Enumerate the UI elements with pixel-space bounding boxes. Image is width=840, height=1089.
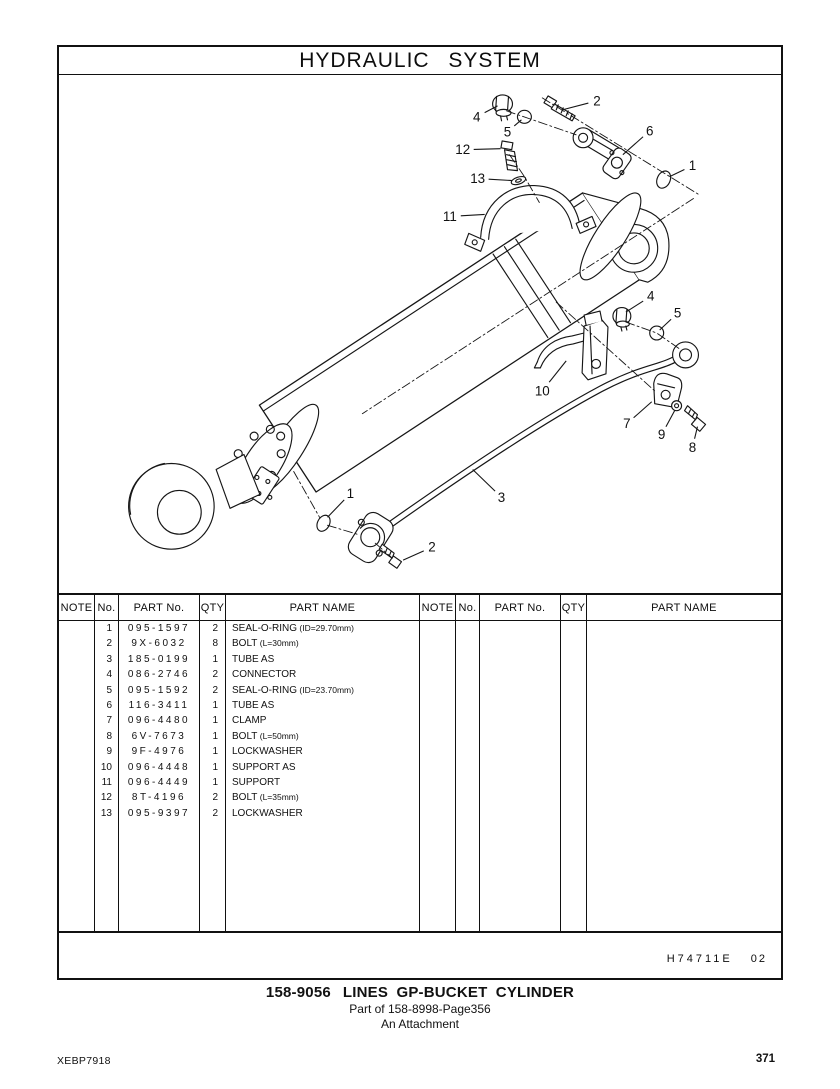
- filler-cell: [95, 821, 119, 931]
- filler-cell: [456, 821, 480, 931]
- tube3-flange: [345, 509, 396, 566]
- empty-cell: [456, 698, 480, 713]
- qty-cell: 2: [200, 621, 226, 636]
- callout-leader: [670, 170, 685, 177]
- column-header: NOTE: [420, 595, 456, 621]
- cylinder-barrel: [259, 193, 639, 492]
- note-cell: [59, 713, 95, 728]
- part-spec-text: (L=50mm): [257, 730, 299, 741]
- column-header: QTY: [200, 595, 226, 621]
- row-number: 4: [95, 667, 119, 682]
- empty-cell: [456, 713, 480, 728]
- callout-label: 3: [497, 489, 506, 505]
- empty-cell: [561, 621, 587, 636]
- empty-cell: [420, 729, 456, 744]
- part-name-text: TUBE AS: [232, 653, 275, 665]
- empty-cell: [561, 683, 587, 698]
- empty-cell: [480, 790, 561, 805]
- callout-label: 9: [657, 427, 666, 443]
- column-header: NOTE: [59, 595, 95, 621]
- callout-label: 4: [646, 288, 655, 304]
- empty-cell: [480, 652, 561, 667]
- empty-cell: [420, 621, 456, 636]
- empty-cell: [587, 790, 781, 805]
- row-number: 7: [95, 713, 119, 728]
- callout-leader: [634, 402, 652, 418]
- row-number: 3: [95, 652, 119, 667]
- empty-cell: [420, 775, 456, 790]
- empty-cell: [480, 698, 561, 713]
- callout-label: 12: [455, 142, 471, 158]
- callout-leader: [403, 551, 424, 560]
- part-name: [226, 667, 420, 682]
- row-number: 5: [95, 683, 119, 698]
- empty-cell: [480, 621, 561, 636]
- column-header: No.: [456, 595, 480, 621]
- qty-cell: 2: [200, 667, 226, 682]
- part-number: 096-4448: [119, 760, 200, 775]
- callout-leader: [514, 120, 521, 126]
- part-number: 9F-4976: [119, 744, 200, 759]
- empty-cell: [420, 713, 456, 728]
- empty-cell: [561, 698, 587, 713]
- empty-cell: [456, 683, 480, 698]
- part-name: [226, 713, 420, 728]
- note-cell: [59, 652, 95, 667]
- empty-cell: [587, 667, 781, 682]
- note-cell: [59, 790, 95, 805]
- callout-leader: [666, 411, 675, 427]
- part-name-text: SUPPORT AS: [232, 761, 296, 773]
- column-header: PART No.: [119, 595, 200, 621]
- empty-cell: [480, 683, 561, 698]
- empty-cell: [456, 790, 480, 805]
- empty-cell: [587, 729, 781, 744]
- empty-cell: [587, 775, 781, 790]
- column-header: PART NAME: [226, 595, 420, 621]
- empty-cell: [480, 775, 561, 790]
- note-cell: [59, 806, 95, 821]
- empty-cell: [561, 790, 587, 805]
- form-number: XEBP7918: [57, 1055, 111, 1067]
- part-number: 095-1597: [119, 621, 200, 636]
- callout-leader: [626, 301, 643, 312]
- empty-cell: [561, 744, 587, 759]
- empty-cell: [420, 667, 456, 682]
- callout-label: 4: [472, 109, 481, 125]
- page-title: HYDRAULIC SYSTEM: [299, 48, 541, 72]
- part-spec-text: (ID=23.70mm): [297, 684, 354, 695]
- empty-cell: [561, 729, 587, 744]
- parts-diagram: [59, 75, 781, 593]
- empty-cell: [561, 636, 587, 651]
- empty-cell: [480, 729, 561, 744]
- qty-cell: 1: [200, 775, 226, 790]
- empty-cell: [420, 744, 456, 759]
- row-number: 11: [95, 775, 119, 790]
- filler-cell: [561, 821, 587, 931]
- part-number: 116-3411: [119, 698, 200, 713]
- lockwasher-9: [672, 401, 682, 411]
- empty-cell: [456, 667, 480, 682]
- empty-cell: [561, 760, 587, 775]
- callout-leader: [474, 149, 501, 150]
- empty-cell: [587, 652, 781, 667]
- part-name: [226, 744, 420, 759]
- filler-cell: [119, 821, 200, 931]
- column-header: No.: [95, 595, 119, 621]
- empty-cell: [561, 652, 587, 667]
- callout-label: 2: [428, 539, 436, 555]
- row-number: 10: [95, 760, 119, 775]
- part-number: 8T-4196: [119, 790, 200, 805]
- empty-cell: [480, 806, 561, 821]
- part-number: 086-2746: [119, 667, 200, 682]
- filler-cell: [420, 821, 456, 931]
- callout-leader: [461, 214, 485, 215]
- part-name: [226, 698, 420, 713]
- callout-label: 6: [645, 123, 654, 139]
- callout-label: 7: [623, 416, 631, 432]
- filler-cell: [587, 821, 781, 931]
- part-name-text: CONNECTOR: [232, 669, 297, 681]
- bolt-8: [685, 406, 706, 432]
- part-name-text: SEAL-O-RING: [232, 623, 298, 634]
- empty-cell: [480, 760, 561, 775]
- row-number: 6: [95, 698, 119, 713]
- part-name: [226, 636, 420, 651]
- qty-cell: 2: [200, 683, 226, 698]
- empty-cell: [480, 713, 561, 728]
- callout-leader: [473, 469, 495, 491]
- part-name-text: SEAL-O-RING: [232, 684, 298, 696]
- qty-cell: 1: [200, 698, 226, 713]
- filler-cell: [200, 821, 226, 931]
- part-spec-text: (L=35mm): [257, 792, 299, 803]
- empty-cell: [420, 760, 456, 775]
- part-number: 096-4449: [119, 775, 200, 790]
- empty-cell: [587, 621, 781, 636]
- empty-cell: [561, 667, 587, 682]
- part-name: [226, 729, 420, 744]
- filler-cell: [59, 821, 95, 931]
- empty-cell: [480, 667, 561, 682]
- callout-label: 11: [442, 208, 457, 224]
- row-number: 12: [95, 790, 119, 805]
- qty-cell: 1: [200, 760, 226, 775]
- filler-cell: [480, 821, 561, 931]
- empty-cell: [587, 683, 781, 698]
- empty-cell: [456, 775, 480, 790]
- drawing-number: H74711E: [666, 953, 733, 965]
- part-name-text: TUBE AS: [232, 699, 275, 711]
- empty-cell: [420, 636, 456, 651]
- part-number: 095-1592: [119, 683, 200, 698]
- part-name-text: SUPPORT: [232, 776, 281, 788]
- empty-cell: [587, 713, 781, 728]
- empty-cell: [456, 729, 480, 744]
- column-header: PART No.: [480, 595, 561, 621]
- part-spec-text: (ID=29.70mm): [297, 623, 354, 633]
- empty-cell: [456, 621, 480, 636]
- callout-label: 5: [503, 124, 512, 140]
- qty-cell: 2: [200, 806, 226, 821]
- qty-cell: 1: [200, 713, 226, 728]
- empty-cell: [456, 636, 480, 651]
- caption-title: [57, 984, 783, 1001]
- part-name-text: LOCKWASHER: [232, 807, 303, 819]
- empty-cell: [587, 744, 781, 759]
- parts-table: [59, 593, 781, 933]
- part-name: [226, 760, 420, 775]
- note-cell: [59, 683, 95, 698]
- part-number: 095-9397: [119, 806, 200, 821]
- o-ring-1-bottom: [314, 513, 332, 534]
- part-name-text: BOLT: [232, 638, 258, 650]
- part-name: [226, 790, 420, 805]
- note-cell: [59, 621, 95, 636]
- caption-attachment-note: An Attachment: [380, 1017, 460, 1031]
- empty-cell: [420, 790, 456, 805]
- note-cell: [59, 775, 95, 790]
- part-name-text: BOLT: [232, 730, 258, 742]
- lockwasher-13: [510, 175, 526, 186]
- empty-cell: [420, 806, 456, 821]
- group-part-name: LINES GP-BUCKET CYLINDER: [342, 984, 575, 1001]
- empty-cell: [420, 683, 456, 698]
- row-number: 2: [95, 636, 119, 651]
- empty-cell: [480, 636, 561, 651]
- empty-cell: [420, 652, 456, 667]
- note-cell: [59, 744, 95, 759]
- caption-parent-ref: Part of 158-8998-Page356: [349, 1002, 491, 1016]
- empty-cell: [456, 760, 480, 775]
- part-name-text: LOCKWASHER: [232, 746, 303, 758]
- row-number: 8: [95, 729, 119, 744]
- diagram-area: [59, 75, 781, 593]
- callout-label: 2: [593, 93, 601, 109]
- empty-cell: [561, 806, 587, 821]
- callout-leader: [549, 361, 566, 382]
- callout-leader: [562, 103, 588, 110]
- note-cell: [59, 636, 95, 651]
- qty-cell: 2: [200, 790, 226, 805]
- empty-cell: [420, 698, 456, 713]
- callout-leader: [660, 319, 671, 330]
- row-number: 9: [95, 744, 119, 759]
- column-header: PART NAME: [587, 595, 781, 621]
- row-number: 13: [95, 806, 119, 821]
- note-cell: [59, 729, 95, 744]
- empty-cell: [587, 698, 781, 713]
- callout-label: 1: [688, 158, 697, 174]
- empty-cell: [480, 744, 561, 759]
- part-name: [226, 775, 420, 790]
- group-part-number: 158-9056: [265, 984, 331, 1001]
- empty-cell: [587, 636, 781, 651]
- qty-cell: 8: [200, 636, 226, 651]
- callout-leader: [623, 137, 643, 155]
- empty-cell: [456, 806, 480, 821]
- empty-cell: [561, 713, 587, 728]
- row-number: 1: [95, 621, 119, 636]
- part-number: 185-0199: [119, 652, 200, 667]
- callout-label: 5: [673, 305, 682, 321]
- o-ring-1-top: [654, 169, 673, 191]
- qty-cell: 1: [200, 744, 226, 759]
- empty-cell: [456, 652, 480, 667]
- callout-leader: [328, 500, 345, 517]
- part-name-text: CLAMP: [232, 715, 267, 727]
- part-spec-text: (L=30mm): [257, 638, 299, 649]
- page-frame: [57, 45, 783, 980]
- title-band: [59, 47, 781, 75]
- part-name: [226, 806, 420, 821]
- note-cell: [59, 698, 95, 713]
- empty-cell: [587, 806, 781, 821]
- drawing-revision: 02: [750, 953, 767, 965]
- qty-cell: 1: [200, 652, 226, 667]
- note-cell: [59, 760, 95, 775]
- callout-leader: [489, 179, 513, 180]
- bolt-12: [501, 141, 518, 171]
- empty-cell: [561, 775, 587, 790]
- cylinder-artwork: [129, 95, 706, 568]
- part-name: [226, 652, 420, 667]
- empty-cell: [456, 744, 480, 759]
- filler-cell: [226, 821, 420, 931]
- column-header: QTY: [561, 595, 587, 621]
- qty-cell: 1: [200, 729, 226, 744]
- part-name: [226, 683, 420, 698]
- part-number: 9X-6032: [119, 636, 200, 651]
- callout-label: 8: [688, 440, 697, 456]
- part-number: 096-4480: [119, 713, 200, 728]
- callout-label: 1: [346, 485, 355, 501]
- connector-4-top: [493, 95, 513, 121]
- page-number: 371: [755, 1053, 775, 1065]
- empty-cell: [587, 760, 781, 775]
- callout-label: 13: [470, 171, 486, 187]
- part-number: 6V-7673: [119, 729, 200, 744]
- note-cell: [59, 667, 95, 682]
- part-name-text: BOLT: [232, 792, 258, 804]
- part-name: [226, 621, 420, 636]
- caption-block: [57, 984, 783, 1031]
- code-band: [59, 933, 781, 978]
- callout-label: 10: [534, 383, 550, 399]
